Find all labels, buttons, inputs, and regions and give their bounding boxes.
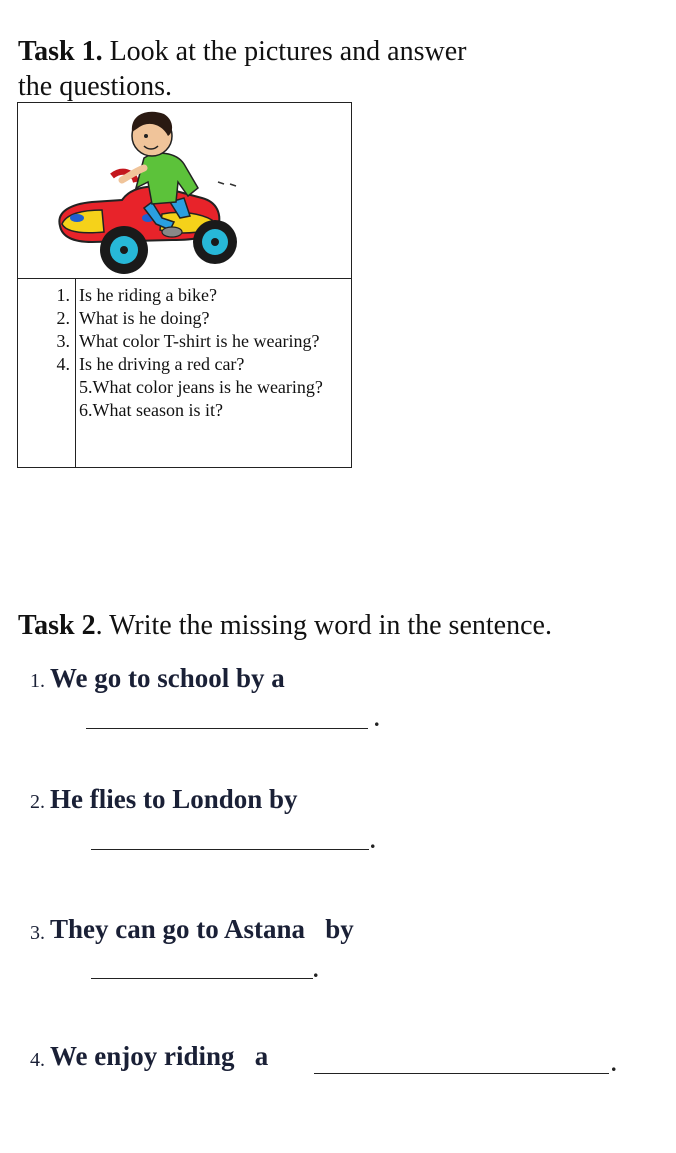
sentence-end: . xyxy=(313,957,319,982)
boy-riding-toy-car-picture xyxy=(52,106,242,278)
question-number: 4. xyxy=(56,354,70,374)
task2-label: Task 2 xyxy=(18,610,96,641)
sentence-number: 3. xyxy=(30,922,45,944)
question-number: 1. xyxy=(56,285,70,305)
sentence-text: They can go to Astana by xyxy=(50,914,354,944)
task2-heading xyxy=(18,609,552,643)
sentence-number: 2. xyxy=(30,791,45,813)
table-column-divider xyxy=(75,279,76,468)
answer-blank[interactable] xyxy=(86,728,368,729)
question-text: Is he driving a red car? xyxy=(79,354,245,374)
answer-blank[interactable] xyxy=(91,849,369,850)
task2-instruction: . Write the missing word in the sentence. xyxy=(95,610,552,641)
question-number: 3. xyxy=(56,331,70,351)
sentence-number: 4. xyxy=(30,1049,45,1071)
sentence-text: We enjoy riding a xyxy=(50,1041,269,1071)
sentence-number: 1. xyxy=(30,670,45,692)
question-text: 5.What color jeans is he wearing? xyxy=(79,377,323,397)
sentence-end: . xyxy=(374,706,380,731)
answer-blank[interactable] xyxy=(91,978,313,979)
sentence-text: He flies to London by xyxy=(50,784,298,814)
task1-heading-line2: the questions. xyxy=(18,71,172,102)
question-text: 6.What season is it? xyxy=(79,400,223,420)
sentence-end: . xyxy=(611,1051,617,1076)
question-text: What is he doing? xyxy=(79,308,210,328)
sentence-text: We go to school by a xyxy=(50,663,285,693)
question-text: Is he riding a bike? xyxy=(79,285,217,305)
table-divider xyxy=(17,278,352,279)
task1-instruction: Look at the pictures and answer xyxy=(102,36,467,67)
question-number: 2. xyxy=(56,308,70,328)
task1-heading xyxy=(18,35,466,69)
task1-label: Task 1. xyxy=(18,36,103,67)
answer-blank[interactable] xyxy=(314,1073,609,1074)
sentence-end: . xyxy=(370,828,376,853)
question-text: What color T-shirt is he wearing? xyxy=(79,331,320,351)
